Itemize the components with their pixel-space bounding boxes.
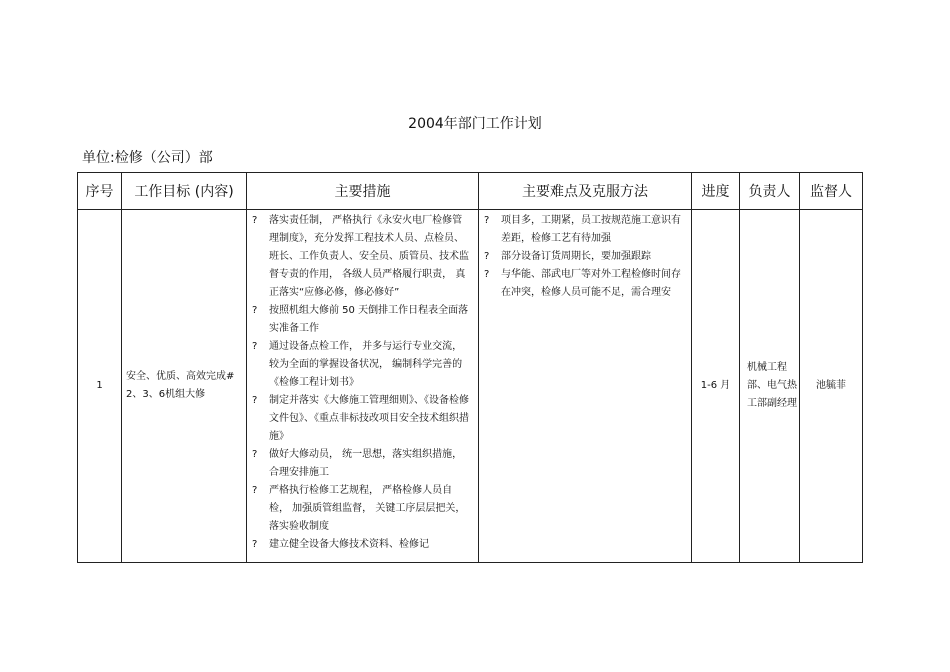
- header-owner: 负责人: [740, 173, 800, 210]
- bullet-glyph: ?: [252, 539, 258, 550]
- measure-text: 建立健全设备大修技术资料、检修记: [269, 539, 429, 550]
- unit-label: 单位:检修（公司）部: [82, 150, 213, 166]
- header-seq: 序号: [78, 173, 122, 210]
- difficulties-list: [479, 212, 691, 302]
- measure-text: 按照机组大修前 50 天倒排工作日程表全面落实准备工作: [269, 305, 469, 334]
- bullet-glyph: ?: [252, 215, 258, 226]
- goal-text: 安全、优质、高效完成#2、3、6机组大修: [126, 371, 235, 400]
- bullet-glyph: ?: [484, 251, 490, 262]
- header-supervisor: 监督人: [800, 173, 863, 210]
- cell-measures: [247, 210, 479, 563]
- bullet-glyph: ?: [484, 215, 490, 226]
- bullet-glyph: ?: [252, 395, 258, 406]
- cell-owner: 机械工程部、电气热工部副经理: [740, 210, 800, 563]
- cell-supervisor: 池毓菲: [800, 210, 863, 563]
- difficulty-text: 与华能、部武电厂等对外工程检修时间存在冲突，检修人员可能不足，需合理安: [501, 269, 681, 298]
- header-measures: 主要措施: [247, 173, 479, 210]
- list-item: [247, 536, 472, 554]
- difficulty-text: 项目多，工期紧，员工按规范施工意识有差距，检修工艺有待加强: [501, 215, 681, 244]
- bullet-glyph: ?: [484, 269, 490, 280]
- measures-list: [247, 212, 478, 554]
- list-item: [247, 482, 472, 536]
- bullet-glyph: ?: [252, 485, 258, 496]
- bullet-glyph: ?: [252, 305, 258, 316]
- work-plan-table: [77, 172, 863, 563]
- table-header-row: [78, 173, 863, 210]
- bullet-glyph: ?: [252, 449, 258, 460]
- list-item: [247, 302, 472, 338]
- cell-difficulties: [479, 210, 692, 563]
- list-item: [479, 266, 685, 302]
- list-item: [479, 248, 685, 266]
- list-item: [479, 212, 685, 248]
- measure-text: 落实责任制， 严格执行《永安火电厂检修管理制度》，充分发挥工程技术人员、点检员、班长、工作负责人、安全员、质管员、技术监督专责的作用， 各级人员严格履行职责， 真正落实“应修必修，修必修好”: [269, 215, 469, 298]
- list-item: [247, 446, 472, 482]
- table-row: [78, 210, 863, 563]
- measure-text: 严格执行检修工艺规程， 严格检修人员自检， 加强质管组监督， 关键工序层层把关，落实验收制度: [269, 485, 466, 532]
- measure-text: 制定并落实《大修施工管理细则》、《设备检修文件包》、《重点非标技改项目安全技术组织措施》: [269, 395, 469, 442]
- header-schedule: 进度: [692, 173, 740, 210]
- header-difficulties: 主要难点及克服方法: [479, 173, 692, 210]
- list-item: [247, 212, 472, 302]
- cell-goal: [122, 210, 247, 563]
- document-title: 2004年部门工作计划: [408, 116, 542, 132]
- header-goal: 工作目标 (内容): [122, 173, 247, 210]
- list-item: [247, 338, 472, 392]
- measure-text: 做好大修动员， 统一思想，落实组织措施，合理安排施工: [269, 449, 463, 478]
- measure-text: 通过设备点检工作， 并多与运行专业交流，较为全面的掌握设备状况， 编制科学完善的《检修工程计划书》: [269, 341, 463, 388]
- cell-seq: 1: [78, 210, 122, 563]
- list-item: [247, 392, 472, 446]
- bullet-glyph: ?: [252, 341, 258, 352]
- difficulty-text: 部分设备订货周期长，要加强跟踪: [501, 251, 651, 262]
- cell-schedule: 1-6 月: [692, 210, 740, 563]
